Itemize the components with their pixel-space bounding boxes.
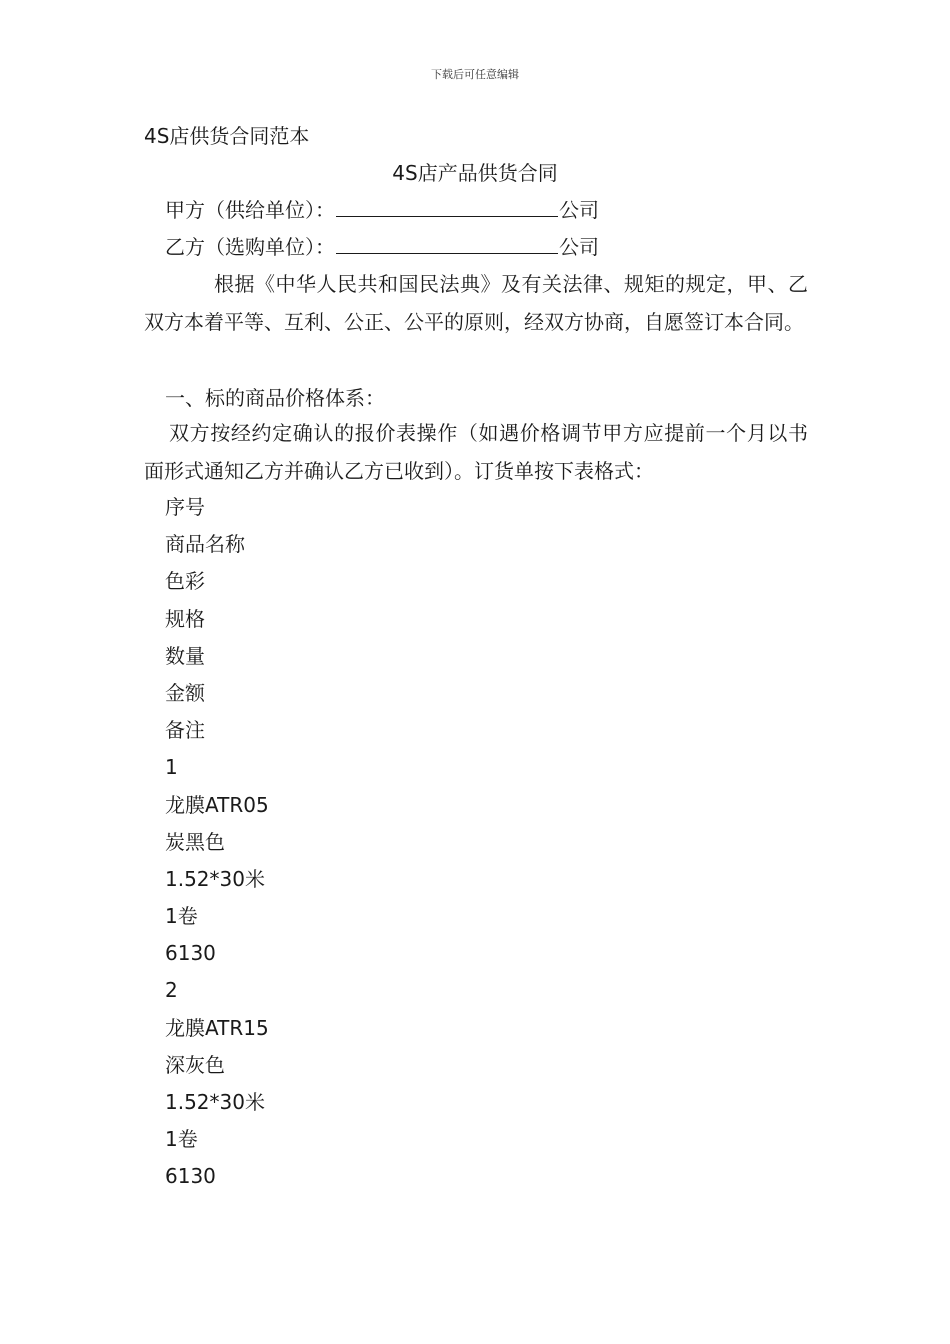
table-header-cell: 色彩 (165, 569, 205, 594)
party-b-blank (336, 233, 558, 254)
party-a-line (165, 196, 599, 224)
table-cell: 龙膜ATR05 (165, 792, 269, 817)
table-cell: 1卷 (165, 1127, 198, 1152)
table-header-cell: 序号 (165, 495, 205, 519)
table-header-cell: 备注 (165, 718, 205, 743)
order-table (165, 493, 269, 1200)
table-header-cell: 金额 (165, 680, 205, 705)
party-b-label: 乙方（选购单位）： (165, 235, 335, 259)
section-1-paragraph: 双方按经约定确认的报价表操作（如遇价格调节甲方应提前一个月以书面形式通知乙方并确认乙方已收到）。订货单按下表格式： (144, 421, 808, 483)
table-cell: 龙膜ATR15 (165, 1015, 269, 1040)
party-b-line (165, 233, 599, 261)
party-a-blank (336, 196, 558, 217)
table-cell: 1 (165, 755, 178, 780)
page-header-note: 下载后可任意编辑 (431, 68, 519, 81)
table-cell: 6130 (165, 941, 216, 966)
table-cell: 2 (165, 978, 178, 1003)
table-cell: 1卷 (165, 904, 198, 929)
document-title: 4S店供货合同范本 (144, 124, 310, 148)
table-header-cell: 规格 (165, 606, 205, 631)
table-header-cell: 数量 (165, 643, 205, 668)
table-cell: 1.52*30米 (165, 1090, 265, 1114)
table-cell: 深灰色 (165, 1052, 225, 1077)
party-a-label: 甲方（供给单位）： (165, 198, 335, 222)
contract-title: 4S店产品供货合同 (392, 161, 558, 185)
party-a-suffix: 公司 (559, 198, 599, 222)
table-cell: 6130 (165, 1164, 216, 1189)
table-cell: 炭黑色 (165, 829, 225, 854)
intro-paragraph: 根据《中华人民共和国民法典》及有关法律、规矩的规定，甲、乙双方本着平等、互利、公正、公平的原则，经双方协商，自愿签订本合同。 (144, 272, 808, 334)
table-cell: 1.52*30米 (165, 866, 265, 891)
section-1-heading: 一、标的商品价格体系： (165, 386, 385, 410)
party-b-suffix: 公司 (559, 235, 599, 259)
table-header-cell: 商品名称 (165, 532, 245, 557)
